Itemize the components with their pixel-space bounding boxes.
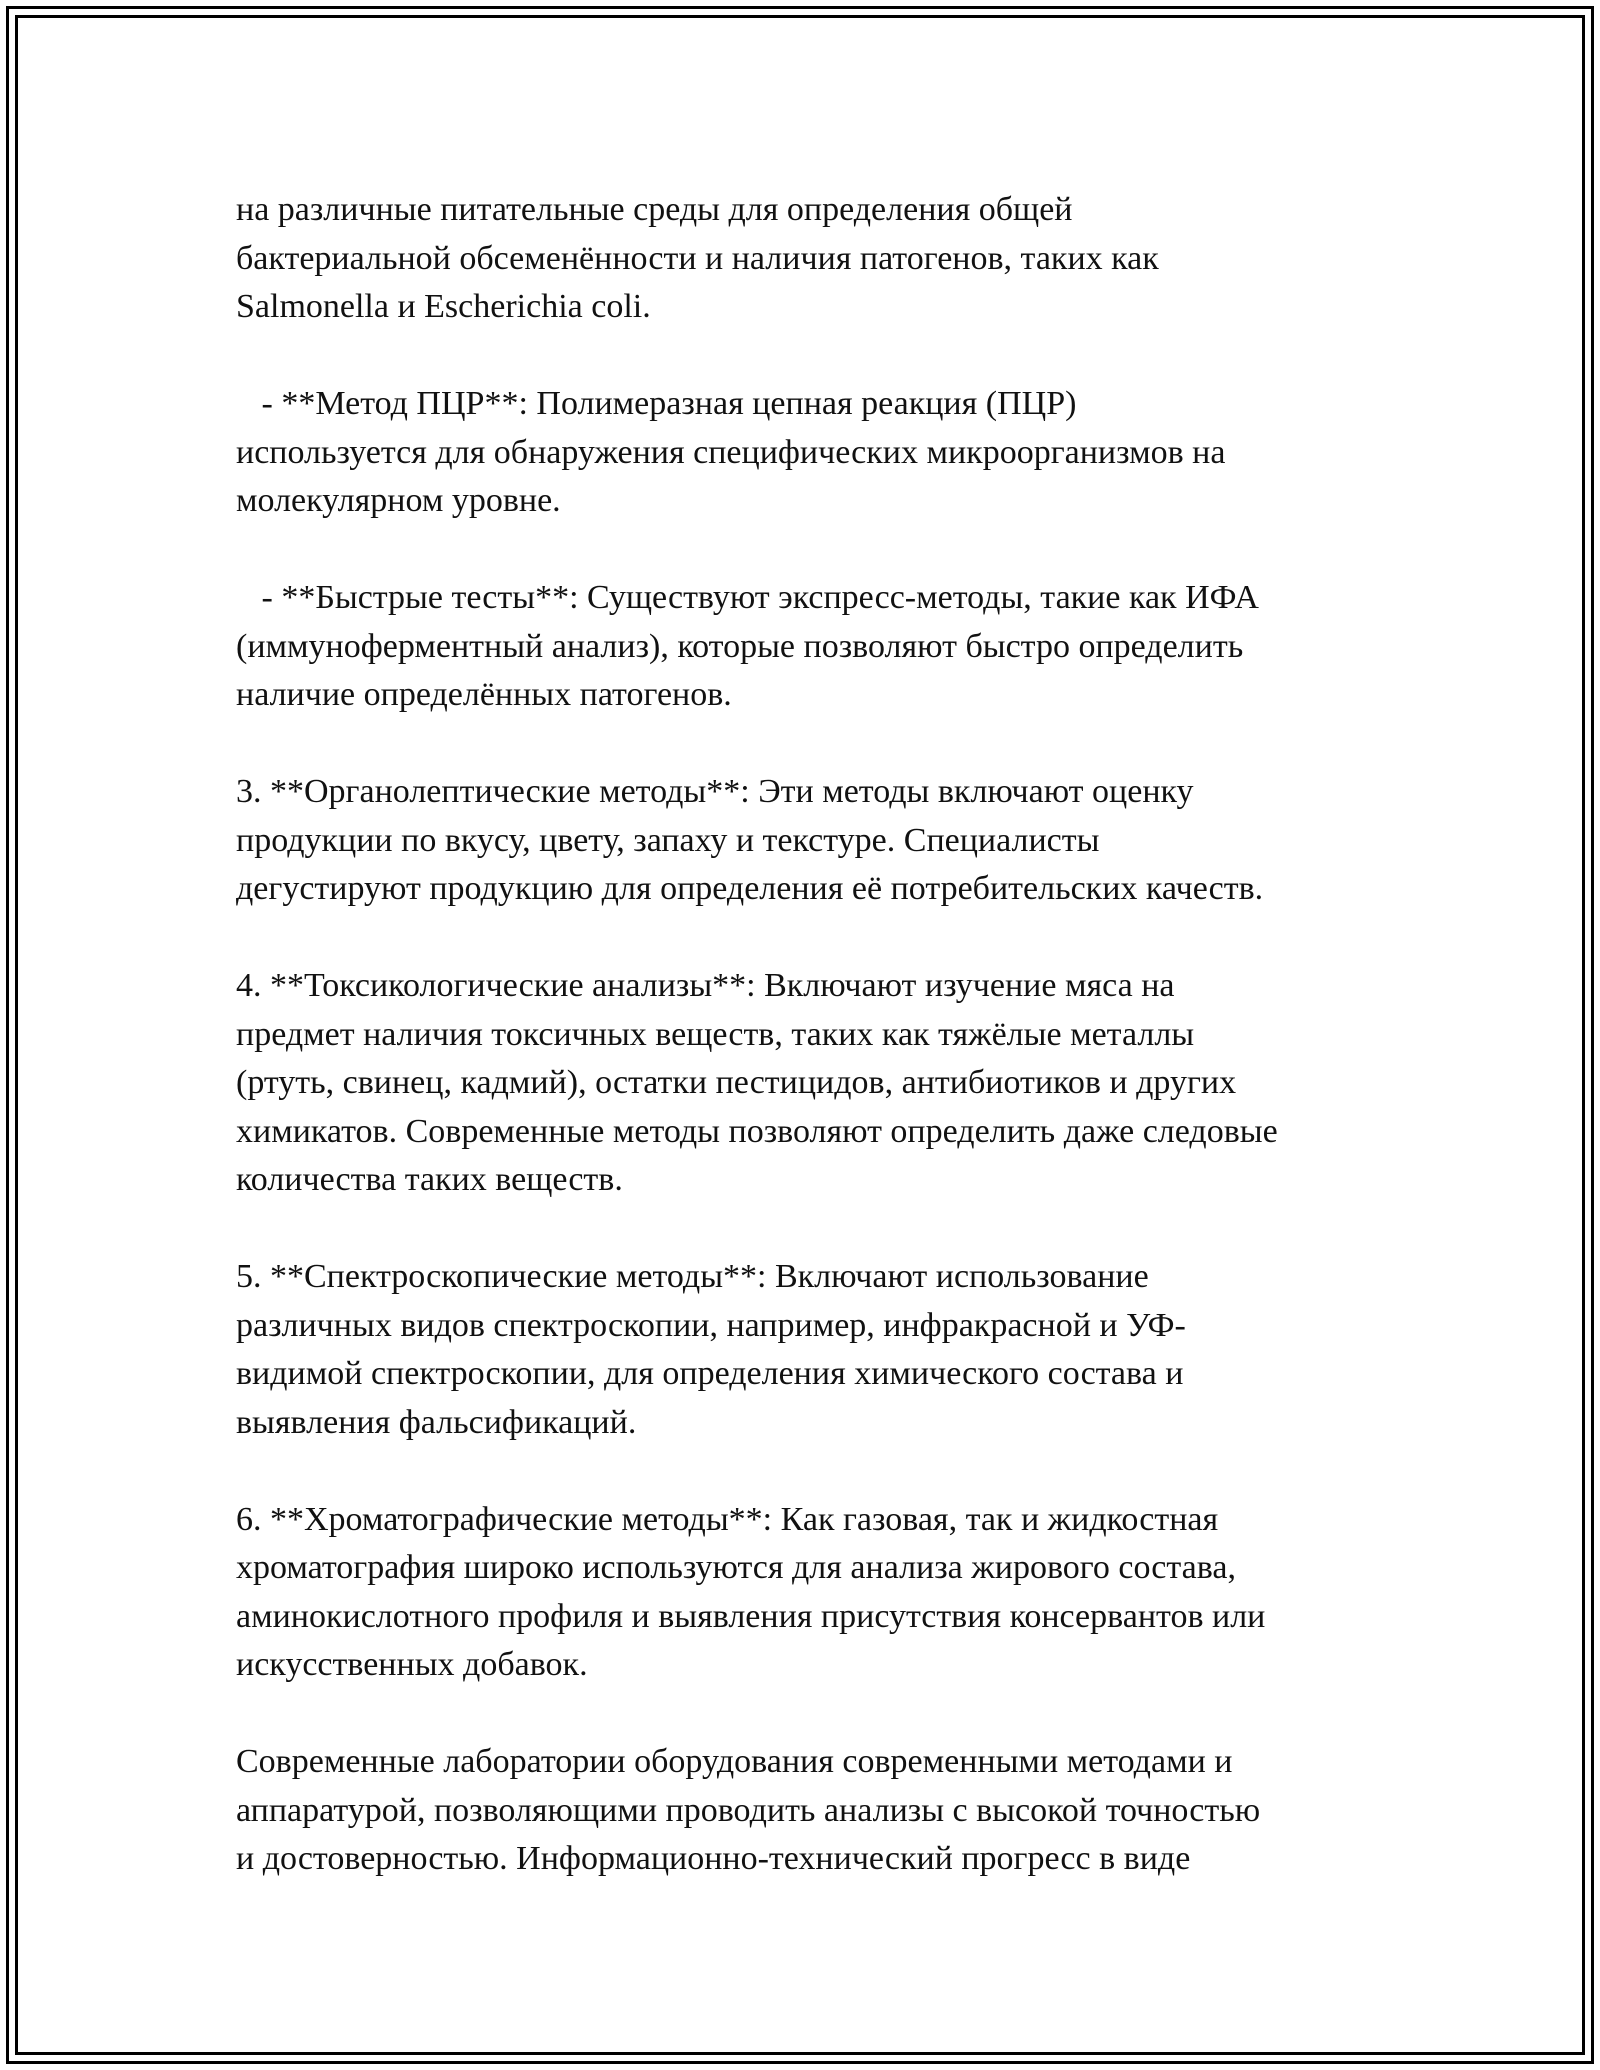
text-line: 6. **Хроматографические методы**: Как газовая, так и жидкостная [236,1500,1219,1538]
text-line: 3. **Органолептические методы**: Эти методы включают оценку [236,773,1194,810]
text-line: предмет наличия токсичных веществ, таких как тяжёлые металлы [236,1015,1195,1053]
paragraph [236,1253,1416,1447]
paragraph [236,1738,1416,1884]
paragraph-gap [236,1447,1416,1496]
text-line: продукции по вкусу, цвету, запаху и текстуре. Специалисты [236,821,1100,859]
paragraph [236,186,1416,332]
text-line: - **Метод ПЦР**: Полимеразная цепная реакция (ПЦР) [236,385,1077,422]
text-line: Современные лаборатории оборудования современными методами и [236,1743,1233,1780]
paragraph-gap [236,720,1416,769]
paragraph [236,1496,1416,1690]
text-line: на различные питательные среды для определения общей [236,191,1073,228]
text-line: аминокислотного профиля и выявления присутствия консервантов или [236,1597,1266,1635]
text-line: (ртуть, свинец, кадмий), остатки пестицидов, антибиотиков и других [236,1064,1237,1101]
text-line: бактериальной обсеменённости и наличия патогенов, таких как [236,239,1159,277]
text-line: 5. **Спектроскопические методы**: Включают использование [236,1258,1149,1295]
text-line: и достоверностью. Информационно-технический прогресс в виде [236,1840,1191,1877]
text-line: видимой спектроскопии, для определения химического состава и [236,1355,1184,1392]
text-line: (иммуноферментный анализ), которые позволяют быстро определить [236,627,1244,665]
paragraph-gap [236,1690,1416,1739]
paragraph [236,380,1416,526]
text-line: дегустируют продукцию для определения её потребительских качеств. [236,870,1264,907]
paragraph [236,962,1416,1205]
text-line: искусственных добавок. [236,1646,588,1683]
document-body [236,186,1416,1884]
paragraph-gap [236,526,1416,575]
text-line: Salmonella и Escherichia coli. [236,288,651,325]
text-line: хроматография широко используются для анализа жирового состава, [236,1549,1236,1586]
text-line: 4. **Токсикологические анализы**: Включают изучение мяса на [236,967,1175,1004]
text-line: различных видов спектроскопии, например, инфракрасной и УФ- [236,1306,1186,1344]
text-line: молекулярном уровне. [236,482,561,519]
text-line: - **Быстрые тесты**: Существуют экспресс-методы, такие как ИФА [236,579,1259,616]
text-line: наличие определённых патогенов. [236,676,732,713]
text-line: используется для обнаружения специфических микроорганизмов на [236,433,1226,471]
paragraph-gap [236,914,1416,963]
text-line: аппаратурой, позволяющими проводить анализы с высокой точностью [236,1791,1261,1829]
text-line: выявления фальсификаций. [236,1403,637,1441]
paragraph [236,574,1416,720]
paragraph-gap [236,1205,1416,1254]
text-line: химикатов. Современные методы позволяют определить даже следовые [236,1112,1278,1150]
text-line: количества таких веществ. [236,1161,623,1198]
paragraph [236,768,1416,914]
paragraph-gap [236,332,1416,381]
